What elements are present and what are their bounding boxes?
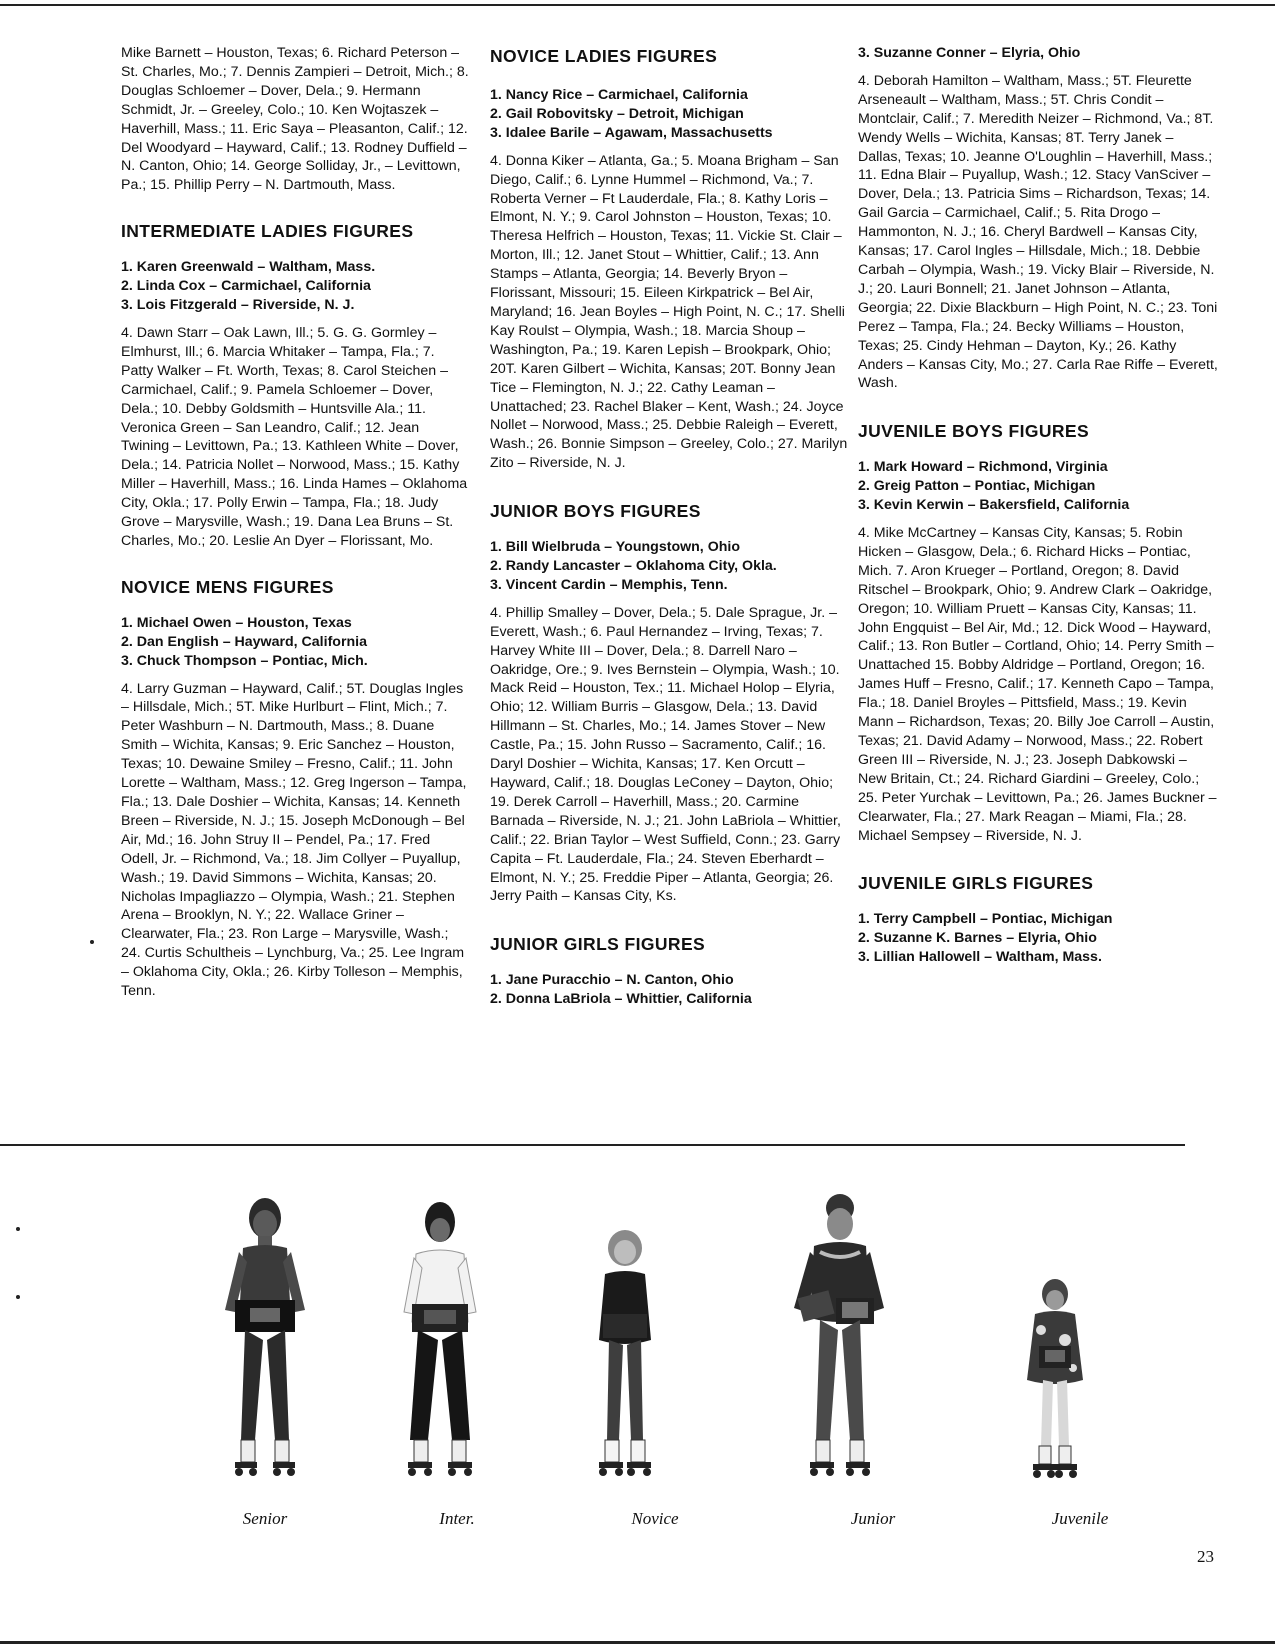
novice-mens-heading: NOVICE MENS FIGURES [121,576,334,597]
junior-skater-photo [770,1190,910,1530]
placement-3: 3. Vincent Cardin – Memphis, Tenn. [490,576,728,593]
junior-boys-top3 [490,538,850,595]
photo-row [0,1190,1275,1530]
intermediate-skater-photo [370,1190,510,1530]
senior-men-continued-text: Mike Barnett – Houston, Texas; 6. Richard Peterson – St. Charles, Mo.; 7. Dennis Zampieri – Detroit, Mich.; 8. Douglas Schloemer – Dover, Dela.; 9. Hermann Schmidt, Jr. – Greeley, Colo.; 10. Ken Wojtaszek – Haverhill, Mass.; 11. Eric Saya – Pleasanton, Calif.; 12. Del Woodyard – Hayward, Calif.; 13. Rodney Duffield – N. Canton, Ohio; 14. George Solliday, Jr., – Levittown, Pa.; 15. Phillip Perry – N. Dartmouth, Mass. [121,45,469,194]
placement-3: 3. Idalee Barile – Agawam, Massachusetts [490,124,773,141]
placement-1: 1. Karen Greenwald – Waltham, Mass. [121,259,376,276]
bottom-rule [0,1641,1275,1644]
novice-ladies-heading: NOVICE LADIES FIGURES [490,46,718,66]
placement-2: 2. Donna LaBriola – Whittier, California [490,991,752,1008]
junior-girls-heading: JUNIOR GIRLS FIGURES [490,934,706,955]
placement-2: 2. Gail Robovitsky – Detroit, Michigan [490,105,744,122]
junior-boys-heading: JUNIOR BOYS FIGURES [490,501,701,522]
placement-3: 3. Lois Fitzgerald – Riverside, N. J. [121,297,355,314]
juvenile-girls-top3 [858,910,1218,967]
juvenile-girls-heading: JUVENILE GIRLS FIGURES [858,873,1094,894]
caption-intermediate: Inter. [439,1509,475,1528]
placement-3: 3. Chuck Thompson – Pontiac, Mich. [121,652,368,669]
placement-1: 1. Mark Howard – Richmond, Virginia [858,459,1108,476]
juvenile-boys-heading: JUVENILE BOYS FIGURES [858,421,1090,442]
caption-novice: Novice [631,1509,679,1528]
top-rule [0,4,1275,6]
juvenile-skater-photo [985,1190,1125,1530]
caption-senior: Senior [242,1509,288,1528]
intermediate-ladies-results: 4. Dawn Starr – Oak Lawn, Ill.; 5. G. G. Gormley – Elmhurst, Ill.; 6. Marcia Whitaker – Tampa, Fla.; 7. Patty Walker – Ft. Worth, Texas; 8. Carol Steichen – Carmichael, Calif.; 9. Pamela Schloemer – Dover, Dela.; 10. Debby Goldsmith – Huntsville Ala.; 11. Veronica Green – San Leandro, Calif.; 12. Jean Twining – Levittown, Pa.; 13. Kathleen White – Dover, Dela.; 14. Patricia Nollet – Norwood, Mass.; 15. Kathy Miller – Haverhill, Mass.; 16. Linda Hames – Oklahoma City, Okla.; 17. Polly Erwin – Tampa, Fla.; 18. Judy Grove – Marysville, Wash.; 19. Dana Lea Bruns – St. Charles, Mo.; 20. Leslie An Dyer – Florissant, Mo. [121,324,468,549]
novice-skater-photo [555,1190,695,1530]
senior-skater-photo [195,1190,335,1530]
novice-mens-top3 [121,614,469,671]
placement-2: 2. Suzanne K. Barnes – Elyria, Ohio [858,930,1097,947]
juvenile-boys-results: 4. Mike McCartney – Kansas City, Kansas; 5. Robin Hicken – Glasgow, Dela.; 6. Richard Hicks – Pontiac, Mich. 7. Aron Krueger – Portland, Oregon; 8. David Ritschel – Brookpark, Ohio; 9. Andrew Clark – Oakridge, Oregon; 10. William Pruett – Kansas City, Kansas; 11. John Engquist – Bel Air, Md.; 12. Dick Wood – Hayward, Calif.; 13. Ron Butler – Cortland, Ohio; 14. Perry Smith – Unattached 15. Bobby Aldridge – Portland, Oregon; 16. James Huff – Fresno, Calif.; 17. Kenneth Capo – Tampa, Fla.; 18. Daniel Broyles – Pittsfield, Mass.; 19. Kevin Mann – Richardson, Texas; 20. Billy Joe Carroll – Austin, Texas; 21. David Adamy – Norwood, Mass.; 22. Robert Green III – Riverside, N. J.; 23. Joseph Dabkowski – New Britain, Ct.; 24. Richard Giardini – Greeley, Colo.; 25. Peter Yurchak – Levittown, Pa.; 26. James Buckner – Clearwater, Fla.; 27. Mark Reagan – Miami, Fla.; 28. Michael Sempsey – Riverside, N. J. [858,525,1217,844]
intermediate-ladies-heading: INTERMEDIATE LADIES FIGURES [121,221,414,242]
scan-mark [90,940,94,944]
column-1 [121,44,469,1001]
placement-2: 2. Dan English – Hayward, California [121,633,367,650]
placement-1: 1. Michael Owen – Houston, Texas [121,614,352,631]
novice-mens-results: 4. Larry Guzman – Hayward, Calif.; 5T. Douglas Ingles – Hillsdale, Mich.; 5T. Mike Hurlburt – Flint, Mich.; 7. Peter Washburn – N. Dartmouth, Mass.; 8. Duane Smith – Wichita, Kansas; 9. Eric Sanchez – Houston, Texas; 10. Dewaine Smiley – Fresno, Calif.; 11. John Lorette – Waltham, Mass.; 12. Greg Ingerson – Tampa, Fla.; 13. Dale Doshier – Wichita, Kansas; 14. Kenneth Breen – Riverside, N. J.; 15. Joseph McDonough – Bel Air, Md.; 16. John Struy II – Pendel, Pa.; 17. Fred Odell, Jr. – Richmond, Va.; 18. Jim Collyer – Puyallup, Wash.; 19. David Simmons – Wichita, Kansas; 20. Nicholas Impagliazzo – Olympia, Wash.; 21. Stephen Arena – Brooklyn, N. Y.; 22. Wallace Griner – Clearwater, Fla.; 23. Ron Large – Marysville, Wash.; 24. Curtis Schultheis – Lynchburg, Va.; 25. Lee Ingram – Oklahoma City, Okla.; 26. Kirby Tolleson – Memphis, Tenn. [121,680,467,1000]
column-2 [490,44,850,1018]
junior-girls-top2 [490,971,850,1009]
juvenile-boys-top3 [858,458,1218,515]
placement-3: 3. Kevin Kerwin – Bakersfield, California [858,497,1130,514]
column-3 [858,44,1218,976]
junior-boys-results: 4. Phillip Smalley – Dover, Dela.; 5. Dale Sprague, Jr. – Everett, Wash.; 6. Paul Hernandez – Irving, Texas; 7. Harvey White III – Dover, Dela.; 8. Darrell Naro – Oakridge, Ore.; 9. Ives Bernstein – Olympia, Wash.; 10. Mack Reid – Houston, Tex.; 11. Michael Holop – Elyria, Ohio; 12. William Burris – Glasgow, Dela.; 13. David Hillmann – St. Charles, Mo.; 14. James Stover – New Castle, Pa.; 15. John Russo – Sacramento, Calif.; 16. Daryl Doshier – Wichita, Kansas; 17. Ken Orcutt – Hayward, Calif.; 18. Douglas LeConey – Dayton, Ohio; 19. Derek Carroll – Haverhill, Mass.; 20. Carmine Barnada – Riverside, N. J.; 21. John LaBriola – Whittier, Calif.; 22. Brian Taylor – West Suffield, Conn.; 23. Garry Capita – Ft. Lauderdale, Fla.; 24. Steven Eberhardt – Elmont, N. Y.; 25. Freddie Piper – Atlanta, Georgia; 26. Jerry Paith – Kansas City, Ks. [490,604,841,905]
placement-2: 2. Linda Cox – Carmichael, California [121,278,371,295]
caption-junior: Junior [850,1509,896,1528]
placement-1: 1. Nancy Rice – Carmichael, California [490,87,748,103]
junior-girls-placement-3: 3. Suzanne Conner – Elyria, Ohio [858,45,1081,61]
novice-ladies-top3 [490,86,850,143]
novice-ladies-results: 4. Donna Kiker – Atlanta, Ga.; 5. Moana Brigham – San Diego, Calif.; 6. Lynne Hummel – Richmond, Va.; 7. Roberta Verner – Ft Lauderdale, Fla.; 8. Kathy Loris – Elmont, N. Y.; 9. Carol Johnston – Houston, Texas; 10. Theresa Helfrich – Houston, Texas; 11. Vickie St. Clair – Morton, Ill.; 12. Janet Stout – Whittier, Calif.; 13. Ann Stamps – Atlanta, Georgia; 14. Beverly Bryon – Florissant, Missouri; 15. Eileen Kirkpatrick – Bel Air, Maryland; 16. Jean Boyles – High Point, N. C.; 17. Shelli Kay Roulst – Olympia, Wash.; 18. Marcia Shoup – Washington, Pa.; 19. Karen Lepish – Brookpark, Ohio; 20T. Karen Gilbert – Wichita, Kansas; 20T. Bonny Jean Tice – Flemington, N. J.; 22. Cathy Leaman – Unattached; 23. Rachel Blaker – Kent, Wash.; 24. Joyce Nollet – Norwood, Mass.; 25. Debbie Raleigh – Everett, Wash.; 26. Bonnie Simpson – Greeley, Colo.; 27. Marilyn Zito – Riverside, N. J. [490,152,848,472]
placement-2: 2. Randy Lancaster – Oklahoma City, Okla. [490,558,777,575]
caption-juvenile: Juvenile [1051,1509,1109,1528]
placement-2: 2. Greig Patton – Pontiac, Michigan [858,478,1096,495]
intermediate-ladies-top3 [121,258,469,315]
placement-1: 1. Bill Wielbruda – Youngstown, Ohio [490,539,741,556]
placement-3: 3. Lillian Hallowell – Waltham, Mass. [858,949,1102,966]
page-number: 23 [1197,1547,1214,1566]
placement-1: 1. Terry Campbell – Pontiac, Michigan [858,911,1113,928]
junior-girls-results: 4. Deborah Hamilton – Waltham, Mass.; 5T. Fleurette Arseneault – Waltham, Mass.; 5T. Chris Condit – Montclair, Calif.; 7. Meredith Neizer – Richmond, Va.; 8T. Wendy Wells – Wichita, Kansas; 8T. Terry Janek – Dallas, Texas; 10. Jeanne O'Loughlin – Haverhill, Mass.; 11. Edna Blair – Puyallup, Wash.; 12. Stacy VanSciver – Dover, Dela.; 13. Patricia Sims – Richardson, Texas; 14. Gail Garcia – Carmichael, Calif.; 5. Rita Drogo – Hammonton, N. J.; 16. Cheryl Bardwell – Kansas City, Kansas; 17. Carol Ingles – Hillsdale, Mich.; 18. Debbie Carbah – Olympia, Wash.; 19. Vicky Blair – Riverside, N. J.; 20. Lauri Bonnell; 21. Janet Johnson – Atlanta, Georgia; 22. Dixie Blackburn – High Point, N. C.; 23. Toni Perez – Tampa, Fla.; 24. Becky Williams – Houston, Texas; 25. Cindy Hehman – Dayton, Ky.; 26. Kathy Anders – Kansas City, Mo.; 27. Carla Rae Riffe – Everett, Wash. [858,72,1218,392]
placement-1: 1. Jane Puracchio – N. Canton, Ohio [490,972,734,989]
section-divider [0,1144,1185,1146]
